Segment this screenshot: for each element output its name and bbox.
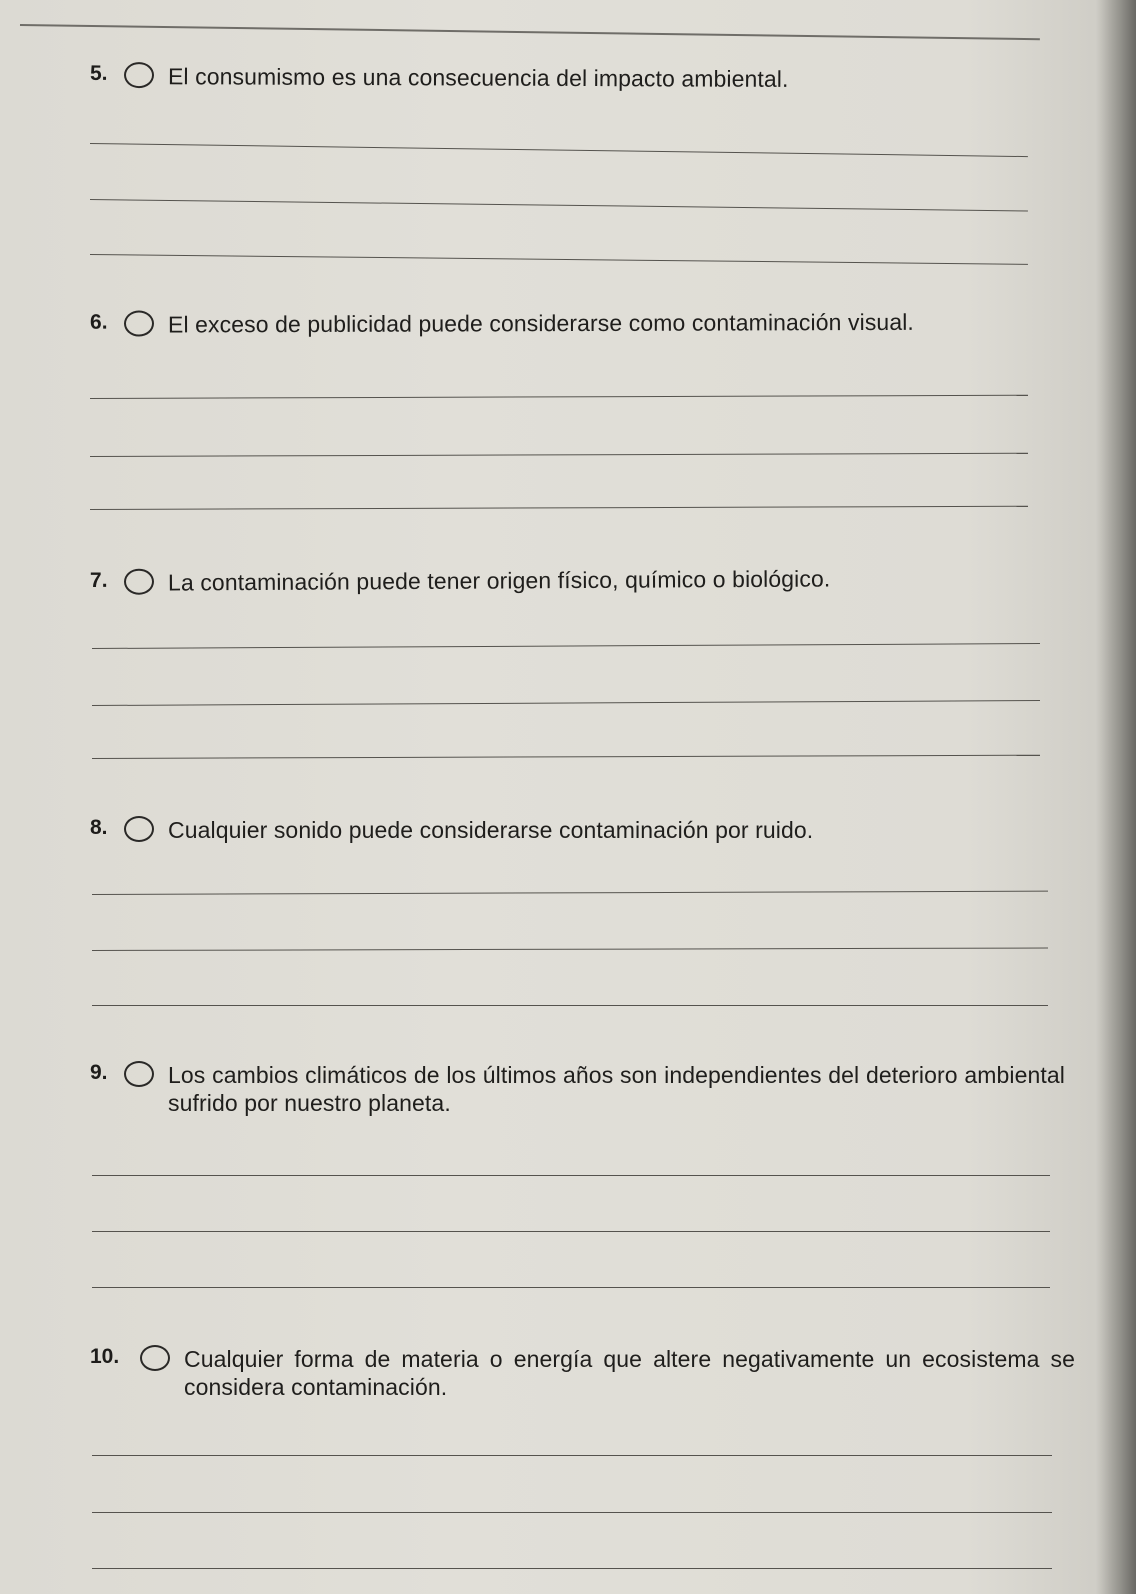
answer-line[interactable]	[92, 643, 1040, 649]
question-statement: El consumismo es una consecuencia del impacto ambiental.	[167, 63, 789, 92]
answer-line[interactable]	[92, 1512, 1052, 1513]
question-statement: Cualquier sonido puede considerarse contaminación por ruido.	[168, 817, 814, 843]
answer-line[interactable]	[92, 700, 1040, 706]
answer-line[interactable]	[90, 395, 1028, 399]
question-number: 7.	[89, 568, 108, 592]
question-10	[90, 1345, 1075, 1401]
answer-line[interactable]	[90, 453, 1028, 457]
answer-line[interactable]	[92, 947, 1048, 951]
question-number: 8.	[90, 816, 108, 839]
question-8	[90, 816, 1070, 844]
answer-line[interactable]	[92, 1231, 1050, 1232]
answer-line[interactable]	[92, 1455, 1052, 1456]
question-statement: La contaminación puede tener origen físico, químico o biológico.	[167, 565, 831, 596]
true-false-circle[interactable]	[124, 1061, 154, 1087]
question-number: 5.	[89, 61, 108, 85]
question-7	[90, 566, 1070, 594]
answer-line[interactable]	[90, 506, 1028, 510]
true-false-circle[interactable]	[124, 569, 154, 595]
question-number: 6.	[89, 310, 108, 334]
page-edge-shadow	[1096, 0, 1136, 1594]
question-6	[90, 309, 1070, 337]
question-statement: Cualquier forma de materia o energía que altere negativamente un ecosistema se considera contaminación.	[184, 1346, 1075, 1400]
answer-line[interactable]	[92, 755, 1040, 759]
true-false-circle[interactable]	[140, 1345, 170, 1371]
answer-line[interactable]	[90, 199, 1028, 211]
question-number: 9.	[90, 1061, 108, 1084]
answer-line[interactable]	[92, 1568, 1052, 1569]
answer-line[interactable]	[92, 1287, 1050, 1288]
true-false-circle[interactable]	[124, 62, 154, 88]
question-number: 10.	[90, 1345, 120, 1368]
true-false-circle[interactable]	[124, 310, 154, 336]
true-false-circle[interactable]	[124, 816, 154, 842]
answer-line[interactable]	[92, 891, 1048, 895]
question-5	[89, 61, 1070, 92]
answer-line[interactable]	[92, 1005, 1048, 1006]
question-statement: Los cambios climáticos de los últimos años son independientes del deterioro ambiental sufrido por nuestro planeta.	[168, 1062, 1065, 1116]
question-9	[90, 1061, 1065, 1117]
answer-line[interactable]	[92, 1175, 1050, 1176]
question-statement: El exceso de publicidad puede considerarse como contaminación visual.	[167, 308, 914, 338]
answer-line[interactable]	[90, 143, 1028, 157]
top-divider	[20, 24, 1040, 40]
answer-line[interactable]	[90, 254, 1028, 265]
